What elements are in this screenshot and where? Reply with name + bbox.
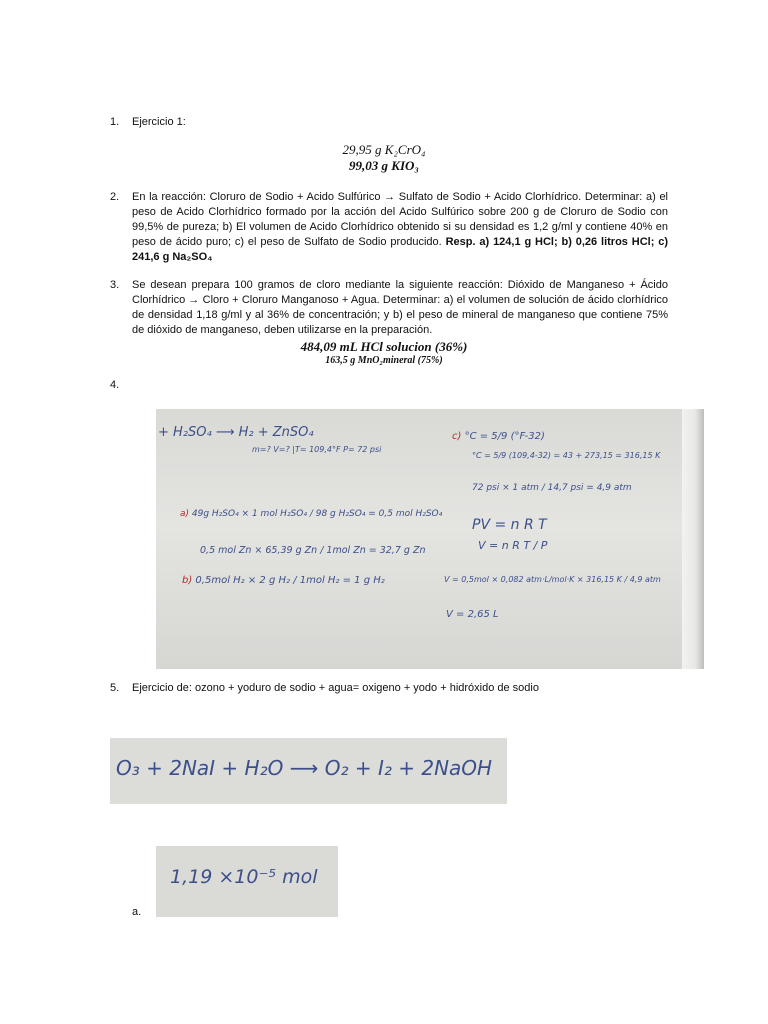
wb-reaction: + H₂SO₄ ⟶ H₂ + ZnSO₄	[158, 425, 314, 440]
wb-line-zn: 0,5 mol Zn × 65,39 g Zn / 1mol Zn = 32,7 g Zn	[200, 545, 426, 556]
whiteboard-frame	[682, 409, 704, 669]
wb-line-b: b) 0,5mol H₂ × 2 g H₂ / 1mol H₂ = 1 g H₂	[182, 575, 385, 586]
mol-result-photo	[156, 846, 338, 917]
item-2-number: 2.	[110, 191, 120, 203]
item-3-text: Se desean prepara 100 gramos de cloro mediante la siguiente reacción: Dióxido de Manganeso + Ácido Clorhídrico → Cloro + Cloruro Manganoso + Agua. Determinar: a) el volumen de solución de ácido clorhídrico de densidad 1,18 g/ml y al 36% de concentración; y b) el peso de mineral de manganeso que contiene 75% de dióxido de manganeso, deben utilizarse en la preparación.	[132, 279, 668, 336]
sub-item-a: a.	[132, 906, 142, 918]
item-2-body	[132, 190, 668, 265]
reaction-photo	[110, 738, 507, 804]
item-2-response: Resp. a) 124,1 g HCl; b) 0,26 litros HCl; c) 241,6 g Na₂SO₄	[132, 236, 669, 263]
item-1-text: Ejercicio 1:	[132, 116, 186, 128]
wb-gas-law: PV = n R T	[472, 517, 547, 533]
whiteboard-photo	[156, 409, 704, 669]
wb-volume-formula: V = n R T / P	[478, 539, 548, 552]
wb-line-b-label: b)	[182, 575, 193, 586]
wb-line-a-label: a)	[180, 509, 190, 519]
wb-temperature: °C = 5/9 (109,4-32) = 43 + 273,15 = 316,15 K	[472, 451, 661, 460]
answer-mno2-mineral: 163,5 g MnO₂mineral (75%)	[325, 355, 443, 366]
wb-volume-result: V = 2,65 L	[446, 609, 499, 620]
mol-result-handwritten: 1,19 ×10⁻⁵ mol	[170, 866, 318, 888]
item-3-number: 3.	[110, 279, 120, 291]
reaction-handwritten: O₃ + 2NaI + H₂O ⟶ O₂ + I₂ + 2NaOH	[116, 756, 493, 780]
wb-pressure: 72 psi × 1 atm / 14,7 psi = 4,9 atm	[472, 483, 632, 493]
wb-conditions: m=? V=? |T= 109,4°F P= 72 psi	[252, 445, 382, 454]
item-1-number: 1.	[110, 116, 120, 128]
item-5-number: 5.	[110, 682, 120, 694]
wb-volume-calc: V = 0,5mol × 0,082 atm·L/mol·K × 316,15 K / 4,9 atm	[444, 575, 661, 584]
answer-hcl-solution: 484,09 mL HCl solucion (36%)	[300, 339, 468, 354]
wb-line-c-label: c)	[452, 431, 462, 442]
item-2-text: En la reacción: Cloruro de Sodio + Acido Sulfúrico → Sulfato de Sodio + Acido Clorhídrico. Determinar: a) el peso de Acido Clorhídrico formado por la acción del Acido Sulfúrico sobre 200 g de Cloruro de Sodio con 99,5% de pureza; b) El volumen de Acido Clorhídrico obtenido si su densidad es 1,2 g/ml y contiene 40% en peso de ácido puro; c) el peso de Sulfato de Sodio producido.	[132, 191, 668, 248]
answer-kio3: 99,03 g KIO₃	[349, 158, 419, 173]
item-5-text: Ejercicio de: ozono + yoduro de sodio + agua= oxigeno + yodo + hidróxido de sodio	[132, 682, 539, 694]
item-4-number: 4.	[110, 379, 120, 391]
answer-k2cro4: 29,95 g K₂CrO₄	[342, 142, 426, 157]
wb-line-a: a) 49g H₂SO₄ × 1 mol H₂SO₄ / 98 g H₂SO₄ = 0,5 mol H₂SO₄	[180, 509, 443, 519]
wb-line-c: c) °C = 5/9 (°F-32)	[452, 431, 545, 442]
